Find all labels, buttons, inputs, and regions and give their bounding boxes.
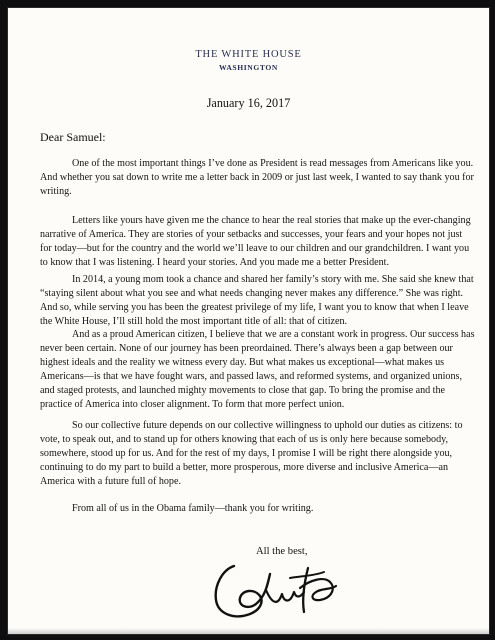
scan-edge — [8, 628, 489, 634]
letter-page — [8, 8, 489, 634]
signature-image — [204, 558, 354, 630]
paragraph-1: One of the most important things I’ve done as President is read messages from Americans like you. And whether you sat down to write me a letter back in 2009 or just last week, I wanted to say thank you for writing. — [40, 158, 474, 197]
paragraph-5: So our collective future depends on our collective willingness to uphold our duties as citizens: to vote, to speak out, and to stand up for others knowing that each of us is only here because somebody, somewhere, stood up for us. And for the rest of my days, I promise I will be right there alongside you, continuing to do my part to build a better, more prosperous, more diverse and inclusive America—an America with a future full of hope. — [40, 420, 463, 487]
paragraph-3: In 2014, a young mom took a chance and shared her family’s story with me. She said she knew that “staying silent about what you see and what needs changing never makes any difference.” She was right. And so, while serving you has been the greatest privilege of my life, I want you to know that when I leave the White House, I’ll still hold the most important title of all: that of citizen. — [40, 274, 474, 327]
paragraph-6: From all of us in the Obama family—thank you for writing. — [72, 503, 314, 514]
closing: All the best, — [256, 546, 308, 557]
letterhead-title: THE WHITE HOUSE — [195, 49, 302, 60]
paragraph-2: Letters like yours have given me the chance to hear the real stories that make up the ever-changing narrative of America. They are stories of your setbacks and successes, your fears and your hopes not just for today—but for the country and the world we’ll leave to our children and our grandchildren. I want you to know that I was listening. I heard your stories. And you made me a better President. — [40, 215, 471, 268]
letterhead-subtitle: WASHINGTON — [218, 63, 279, 72]
salutation: Dear Samuel: — [40, 130, 106, 144]
paragraph-4: And as a proud American citizen, I believe that we are a constant work in progress. Our success has never been certain. None of our journey has been preordained. There’s always been a gap between our highest ideals and the reality we witness every day. But what makes us exceptional—what makes us Americans—is that we have fought wars, and passed laws, and reformed systems, and organized unions, and staged protests, and launched mighty movements to close that gap. To bring the promise and the practice of America into closer alignment. To form that more perfect union. — [40, 329, 475, 410]
letter-date: January 16, 2017 — [206, 96, 291, 110]
